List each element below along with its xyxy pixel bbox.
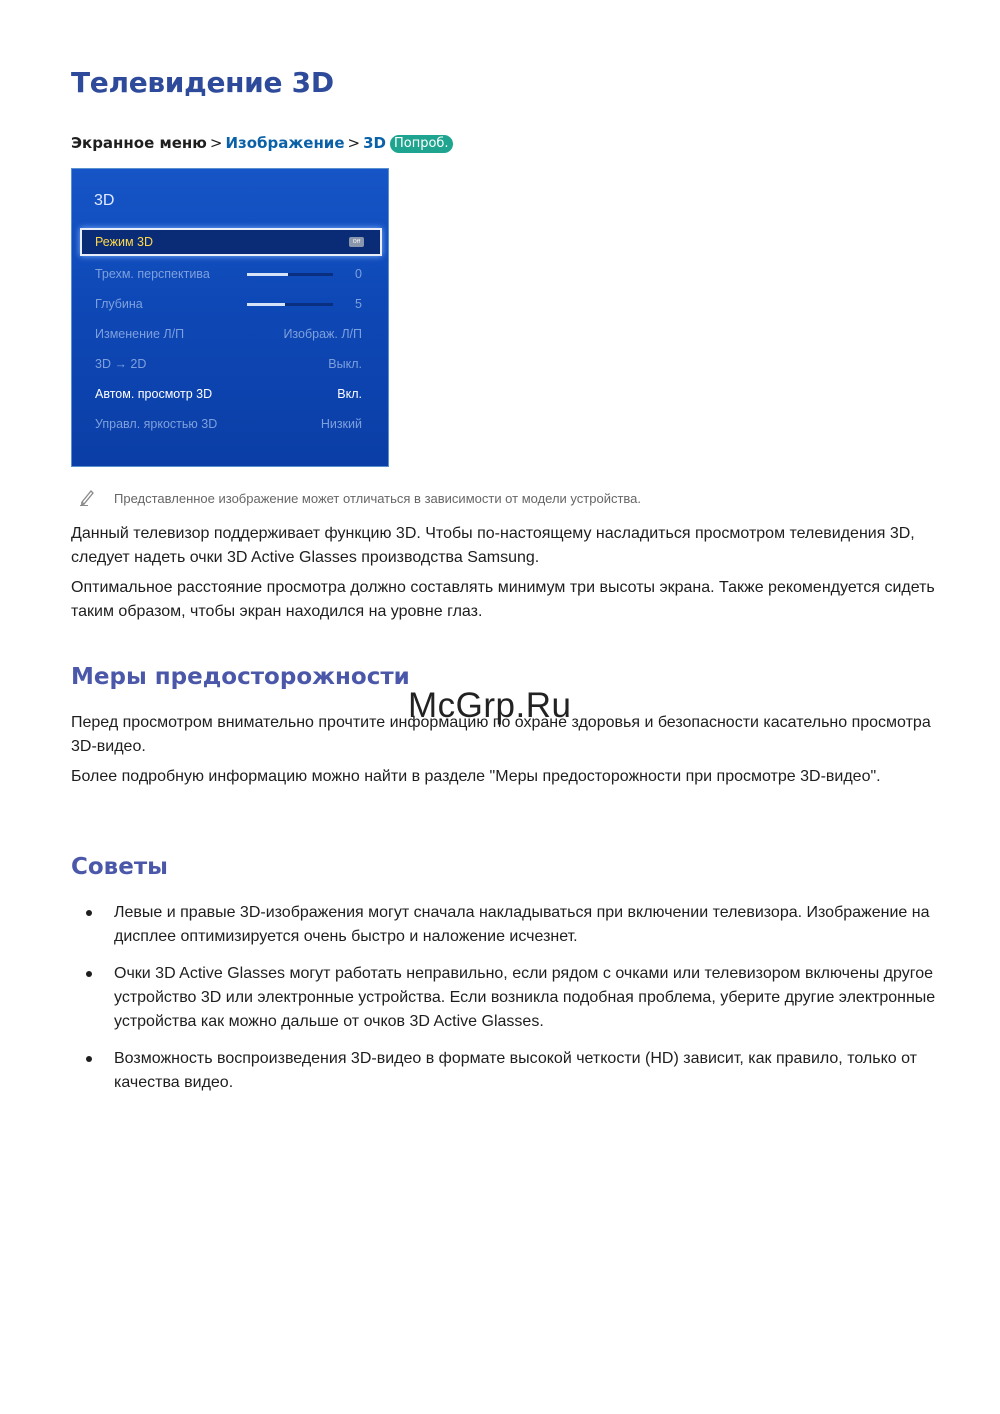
intro-paragraph: Данный телевизор поддерживает функцию 3D. Чтобы по-настоящему насладиться просмотром телевидения 3D, следует надеть очки 3D Active Glasses производства Samsung. bbox=[71, 525, 915, 566]
tip-item: Возможность воспроизведения 3D-видео в формате высокой четкости (HD) зависит, как правило, только от качества видео. bbox=[114, 1050, 917, 1091]
toggle-off-icon: Off bbox=[349, 237, 364, 247]
note-text: Представленное изображение может отличаться в зависимости от модели устройства. bbox=[114, 491, 642, 506]
breadcrumb-picture-link[interactable]: Изображение bbox=[225, 134, 345, 152]
tv-menu-item-value: Выкл. bbox=[328, 357, 362, 371]
tv-menu-item-perspective[interactable] bbox=[80, 260, 382, 288]
depth-slider[interactable] bbox=[247, 303, 333, 306]
pencil-icon bbox=[79, 488, 95, 506]
bullet-icon bbox=[86, 971, 92, 977]
slider-fill bbox=[247, 273, 288, 276]
tv-menu-item-label: Режим 3D bbox=[95, 235, 153, 249]
tv-menu-item-value: 0 bbox=[355, 267, 362, 281]
bullet-icon bbox=[86, 910, 92, 916]
tv-menu-title: 3D bbox=[94, 192, 115, 209]
watermark: McGrp.Ru bbox=[408, 686, 572, 725]
tv-menu-item-value: Низкий bbox=[320, 417, 362, 431]
breadcrumb-root[interactable]: Экранное меню bbox=[71, 134, 207, 152]
tv-menu-item-3d-mode[interactable] bbox=[80, 228, 382, 256]
tv-menu-item-label: Глубина bbox=[95, 297, 143, 311]
section-title-precautions: Меры предосторожности bbox=[71, 664, 410, 690]
tv-menu-item-3d-brightness[interactable] bbox=[80, 410, 382, 438]
tv-menu-item-label: Управл. яркостью 3D bbox=[95, 417, 218, 431]
intro-paragraph: Оптимальное расстояние просмотра должно составлять минимум три высоты экрана. Также рекомендуется сидеть таким образом, чтобы экран находился на уровне глаз. bbox=[71, 579, 935, 620]
tv-menu-item-label: Трехм. перспектива bbox=[95, 267, 210, 281]
tv-menu-item-value: Изображ. Л/П bbox=[283, 327, 362, 341]
try-now-button[interactable]: Попроб. bbox=[390, 135, 453, 153]
tip-item: Очки 3D Active Glasses могут работать неправильно, если рядом с очками или телевизором включены другое устройство 3D или электронные устройства. Если возникла подобная проблема, уберите другие электронные устройства как можно дальше от очков 3D Active Glasses. bbox=[114, 965, 936, 1030]
precautions-paragraph: Более подробную информацию можно найти в разделе "Меры предосторожности при просмотре 3D-видео". bbox=[71, 768, 881, 785]
breadcrumb bbox=[71, 134, 453, 153]
tip-item: Левые и правые 3D-изображения могут сначала накладываться при включении телевизора. Изображение на дисплее оптимизируется очень быстро и наложение исчезнет. bbox=[114, 904, 930, 945]
tv-menu-item-label: 3D → 2D bbox=[95, 357, 147, 371]
slider-fill bbox=[247, 303, 285, 306]
breadcrumb-3d-link[interactable]: 3D bbox=[363, 134, 386, 152]
tv-menu-screenshot bbox=[71, 168, 389, 467]
tv-menu-item-auto-3d[interactable] bbox=[80, 380, 382, 408]
tv-menu-item-label: Автом. просмотр 3D bbox=[95, 387, 213, 401]
breadcrumb-separator: > bbox=[209, 134, 223, 152]
tv-menu-item-lr-change[interactable] bbox=[80, 320, 382, 348]
perspective-slider[interactable] bbox=[247, 273, 333, 276]
section-title-tips: Советы bbox=[71, 854, 168, 880]
tv-menu-item-depth[interactable] bbox=[80, 290, 382, 318]
page-title: Телевидение 3D bbox=[71, 66, 334, 99]
tv-menu-item-value: 5 bbox=[355, 297, 362, 311]
tv-menu-item-value: Вкл. bbox=[337, 387, 362, 401]
tv-menu-item-3d-to-2d[interactable] bbox=[80, 350, 382, 378]
bullet-icon bbox=[86, 1056, 92, 1062]
breadcrumb-separator: > bbox=[347, 134, 361, 152]
precautions-paragraph: Перед просмотром внимательно прочтите информацию по охране здоровья и безопасности касательно просмотра 3D-видео. bbox=[71, 714, 931, 755]
tv-menu-item-label: Изменение Л/П bbox=[95, 327, 185, 341]
